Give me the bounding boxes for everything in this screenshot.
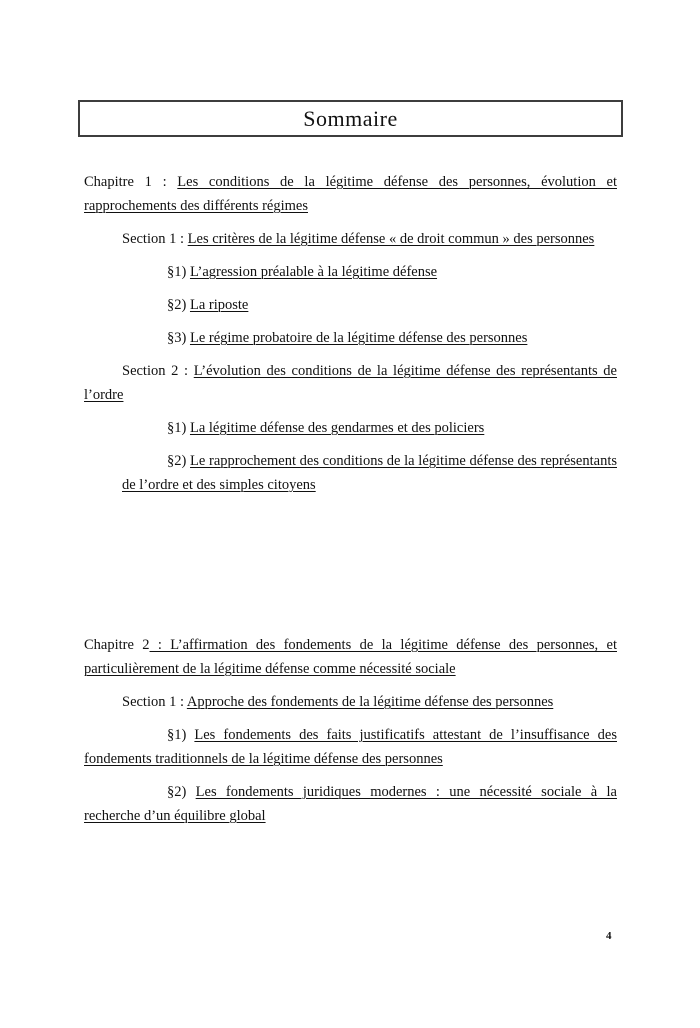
toc-entry-prefix: Chapitre 2 — [84, 637, 150, 653]
toc-entry-text: Approche des fondements de la légitime défense des personnes — [186, 694, 554, 710]
summary-title: Sommaire — [303, 105, 398, 131]
toc-entry-paragraph-1 — [84, 260, 617, 284]
toc-entry-prefix: §1) — [167, 420, 190, 436]
toc-entry-text: Le régime probatoire de la légitime défense des personnes — [189, 330, 528, 346]
toc-entry-text: Les conditions de la légitime défense des personnes, évolution et rapprochements des différents régimes — [84, 174, 617, 214]
toc-entry-prefix: §2) — [167, 453, 191, 469]
toc-entry-text: Les fondements juridiques modernes : une nécessité sociale à la recherche d’un équilibre global — [84, 784, 617, 824]
toc-entry-section-2 — [84, 359, 617, 407]
toc-entry-prefix: Chapitre 1 : — [84, 174, 178, 190]
toc-entry-text: Le rapprochement des conditions de la légitime défense des représentants de l’ordre et des simples citoyens — [122, 453, 617, 493]
toc-entry-text: La riposte — [189, 297, 249, 313]
toc-entry-section-3 — [84, 690, 617, 714]
toc-entry-prefix: Section 1 : — [122, 231, 188, 247]
toc-entry-prefix: §1) — [167, 264, 190, 280]
toc-entry-paragraph-2 — [84, 293, 617, 317]
toc-entry-prefix: §2) — [167, 784, 196, 800]
toc-entry-paragraph-7 — [84, 780, 617, 828]
toc-entry-text: Les fondements des faits justificatifs attestant de l’insuffisance des fondements traditionnels de la légitime défense des personnes — [84, 727, 617, 767]
summary-title-box — [78, 100, 623, 137]
toc-entry-prefix: Section 1 : — [122, 694, 187, 710]
toc-entry-text: L’agression préalable à la légitime défense — [189, 264, 438, 280]
page-number: 4 — [606, 930, 612, 942]
toc-entry-text: Les critères de la légitime défense « de droit commun » des personnes — [187, 231, 595, 247]
toc-entry-paragraph-3 — [84, 326, 617, 350]
toc-entry-paragraph-6 — [84, 723, 617, 771]
toc-entry-paragraph-4 — [84, 416, 617, 440]
toc-entry-prefix: §1) — [167, 727, 195, 743]
table-of-contents — [84, 170, 617, 837]
toc-entry-prefix: §2) — [167, 297, 190, 313]
toc-entry-text: L’évolution des conditions de la légitime défense des représentants de l’ordre — [84, 363, 617, 403]
toc-entry-prefix: Section 2 : — [122, 363, 194, 379]
toc-entry-section-1 — [84, 227, 617, 251]
toc-entry-text: La légitime défense des gendarmes et des policiers — [189, 420, 485, 436]
vertical-spacer — [84, 506, 617, 633]
toc-entry-chapter-1 — [84, 170, 617, 218]
toc-entry-paragraph-5 — [122, 449, 617, 497]
toc-entry-chapter-2 — [84, 633, 617, 681]
toc-entry-text: : L’affirmation des fondements de la légitime défense des personnes, et particulièrement de la légitime défense comme nécessité sociale — [84, 637, 617, 677]
toc-entry-prefix: §3) — [167, 330, 190, 346]
